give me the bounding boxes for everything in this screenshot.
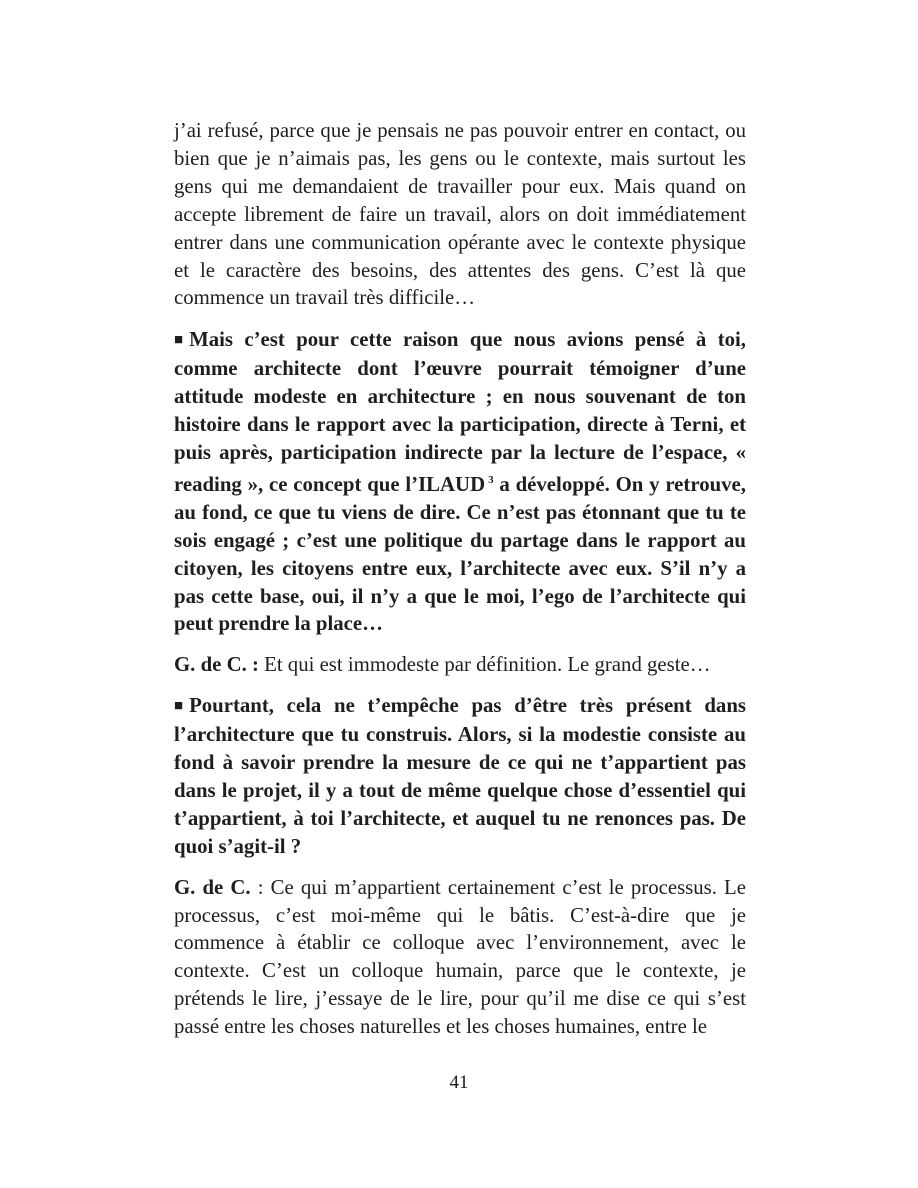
square-bullet-icon: ■	[174, 698, 184, 715]
answer-2-text: : Ce qui m’appartient certainement c’est le processus. Le processus, c’est moi-même qui le bâtis. C’est-à-dire que je commence à établir ce colloque avec l’environnement, avec le contexte. C’est un colloque humain, parce que le contexte, je prétends le lire, j’essaye de le lire, pour qu’il me dise ce qui s’est passé entre les choses naturelles et les choses humaines, entre le	[174, 875, 746, 1039]
page-body	[174, 117, 746, 1054]
answer-1	[174, 651, 746, 679]
page-number: 41	[449, 1072, 469, 1093]
question-1-text-b: a développé. On y retrouve, au fond, ce que tu viens de dire. Ce n’est pas étonnant que tu te sois engagé ; c’est une politique du partage dans le rapport au citoyen, les citoyens entre eux, l’architecte avec eux. S’il n’y a pas cette base, oui, il n’y a que le moi, l’ego de l’architecte qui peut prendre la place…	[174, 472, 746, 636]
answer-2	[174, 874, 746, 1041]
interviewer-question-1	[174, 326, 746, 638]
footnote-marker: 3	[488, 473, 494, 486]
speaker-label: G. de C.	[174, 875, 251, 899]
question-2-text: Pourtant, cela ne t’empêche pas d’être très présent dans l’architecture que tu construis. Alors, si la modestie consiste au fond à savoir prendre la mesure de ce qui ne t’appartient pas dans le projet, il y a tout de même quelque chose d’essentiel qui t’appartient, à toi l’architecte, et auquel tu ne renonces pas. De quoi s’agit-il ?	[174, 694, 746, 858]
square-bullet-icon: ■	[174, 332, 184, 349]
continuation-paragraph: j’ai refusé, parce que je pensais ne pas pouvoir entrer en contact, ou bien que je n’aimais pas, les gens ou le contexte, mais surtout les gens qui me demandaient de travailler pour eux. Mais quand on accepte librement de faire un travail, alors on doit immédiatement entrer dans une communication opérante avec le contexte physique et le caractère des besoins, des attentes des gens. C’est là que commence un travail très difficile…	[174, 119, 746, 310]
question-1-text-a: Mais c’est pour cette raison que nous avions pensé à toi, comme architecte dont l’œuvre pourrait témoigner d’une attitude modeste en architecture ; en nous souvenant de ton histoire dans le rapport avec la participation, directe à Terni, et puis après, participation indirecte par la lecture de l’espace, « reading », ce concept que l’ILAUD	[174, 328, 746, 496]
interviewer-question-2	[174, 692, 746, 860]
speaker-label: G. de C. :	[174, 653, 259, 677]
answer-1-text: Et qui est immodeste par définition. Le grand geste…	[258, 653, 711, 677]
